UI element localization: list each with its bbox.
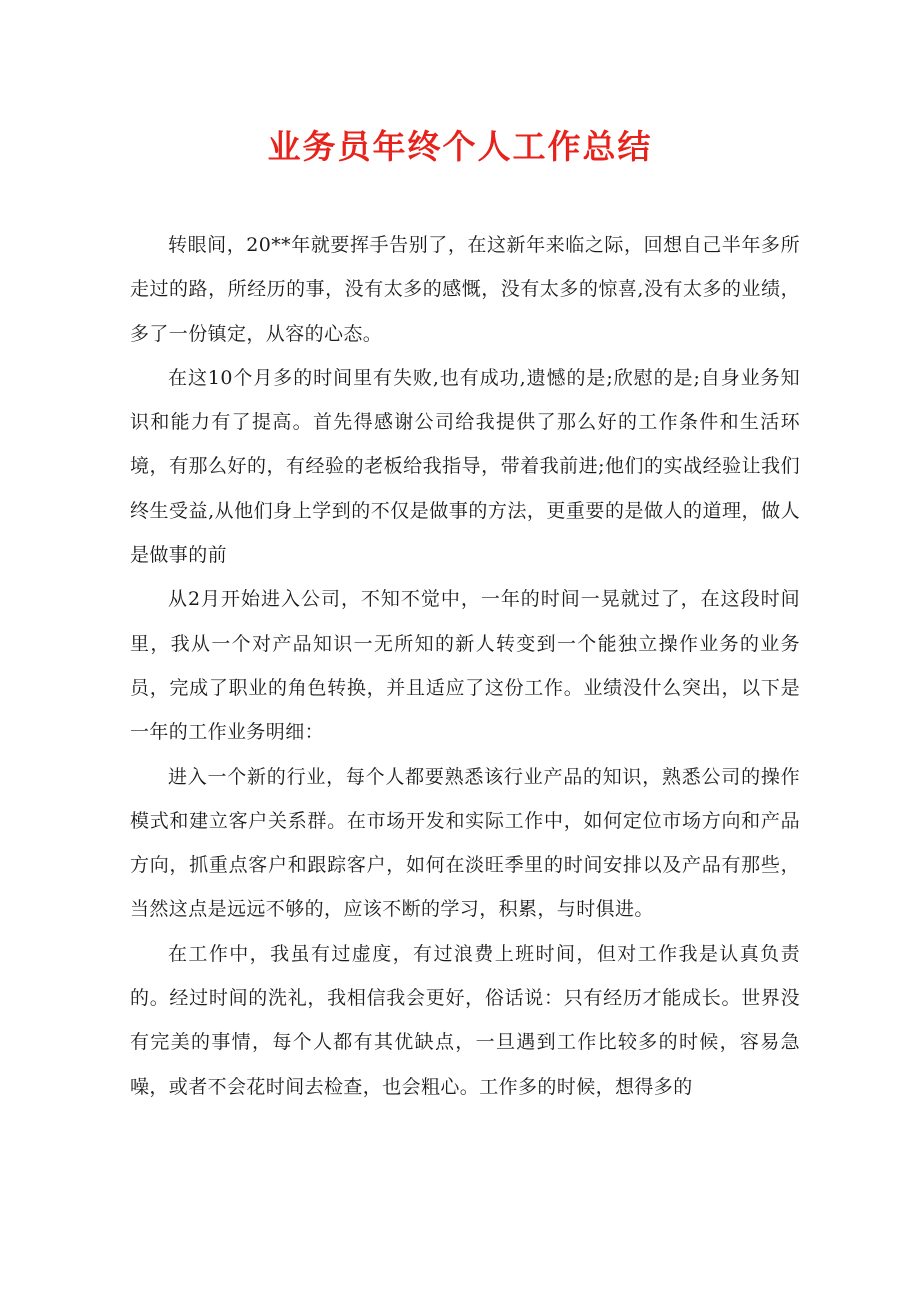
paragraph-2: 在这10个月多的时间里有失败,也有成功,遗憾的是;欣慰的是;自身业务知识和能力有了提高。首先得感谢公司给我提供了那么好的工作条件和生活环境，有那么好的，有经验的老板给我指导，带着我前进;他们的实战经验让我们终生受益,从他们身上学到的不仅是做事的方法，更重要的是做人的道理，做人是做事的前: [130, 366, 800, 567]
document-body: [130, 223, 800, 1109]
paragraph-4: 进入一个新的行业，每个人都要熟悉该行业产品的知识，熟悉公司的操作模式和建立客户关系群。在市场开发和实际工作中，如何定位市场方向和产品方向，抓重点客户和跟踪客户，如何在淡旺季里的时间安排以及产品有那些，当然这点是远远不够的，应该不断的学习，积累，与时俱进。: [130, 765, 800, 921]
paragraph-5: 在工作中，我虽有过虚度，有过浪费上班时间，但对工作我是认真负责的。经过时间的洗礼，我相信我会更好，俗话说：只有经历才能成长。世界没有完美的事情，每个人都有其优缺点，一旦遇到工作比较多的时候，容易急噪，或者不会花时间去检查，也会粗心。工作多的时候，想得多的: [130, 942, 800, 1098]
paragraph-3: 从2月开始进入公司，不知不觉中，一年的时间一晃就过了，在这段时间里，我从一个对产品知识一无所知的新人转变到一个能独立操作业务的业务员，完成了职业的角色转换，并且适应了这份工作。业绩没什么突出，以下是一年的工作业务明细：: [130, 588, 800, 744]
document-title: 业务员年终个人工作总结: [267, 127, 653, 166]
paragraph-1: 转眼间，20**年就要挥手告别了，在这新年来临之际，回想自己半年多所走过的路，所经历的事，没有太多的感慨，没有太多的惊喜,没有太多的业绩，多了一份镇定，从容的心态。: [130, 234, 800, 345]
